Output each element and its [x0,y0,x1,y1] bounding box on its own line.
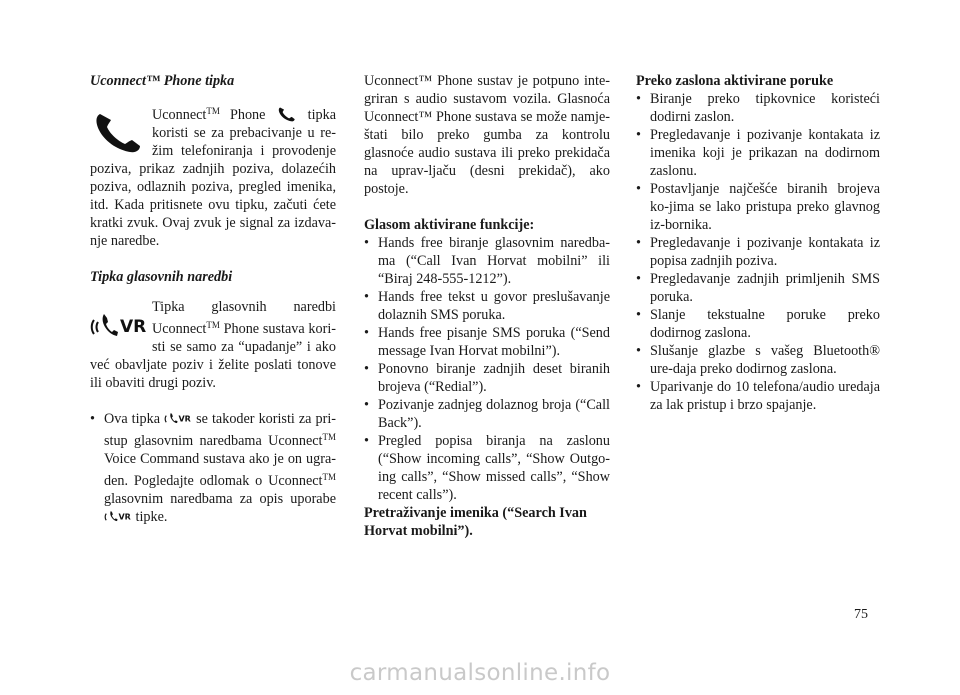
heading-voice-button: Tipka glasovnih naredbi [90,269,233,285]
column-left [90,72,336,526]
watermark: carmanualsonline.info [349,660,611,686]
list-item: • Ponovno biranje zadnjih deset biranih brojeva (“Redial”). [364,360,610,396]
voice-functions-list [364,234,610,504]
list-item: • Slušanje glazbe s vašeg Bluetooth® ure-daja preko dodirnog zaslona. [636,342,880,378]
heading-phone-button: Uconnect™ Phone tipka [90,73,235,89]
voice-command-vr-icon [90,308,148,342]
list-item: • Ova tipka VR se takoder koristi za pri-stup glasovnim naredbama Uconnect™ Voice Command sustava ako je on ugra-den. Pogledajte odlomak o Uconnect™ glasovnim naredbama za opis uporabe VR tipke. [90,410,336,526]
phone-handset-icon [276,106,298,122]
list-item: • Hands free tekst u govor preslušavanje dolaznih SMS poruka. [364,288,610,324]
list-item: • Pregledavanje i pozivanje kontakata iz popisa zadnjih poziva. [636,234,880,270]
heading-phonebook-search: Pretraživanje imenika (“Search Ivan Horvat mobilni”). [364,505,587,539]
list-item: • Uparivanje do 10 telefona/audio uredaja za lak pristup i brzo spajanje. [636,378,880,414]
list-item: • Pregledavanje zadnjih primljenih SMS poruka. [636,270,880,306]
list-item: • Biranje preko tipkovnice koristeći dodirni zaslon. [636,90,880,126]
phone-handset-icon [94,110,144,154]
list-item: • Pozivanje zadnjeg dolaznog broja (“Call Back”). [364,396,610,432]
list-item: • Slanje tekstualne poruke preko dodirnog zaslona. [636,306,880,342]
list-item: • Pregledavanje i pozivanje kontakata iz imenika koji je prikazan na dodirnom zaslonu. [636,126,880,180]
voice-icon-large-wrap [90,298,152,352]
touchscreen-functions-list [636,90,880,414]
heading-voice-functions: Glasom aktivirane funkcije: [364,217,535,233]
column-middle [364,72,610,540]
list-item: • Hands free pisanje SMS poruka (“Send message Ivan Horvat mobilni”). [364,324,610,360]
list-item: • Pregled popisa biranja na zaslonu (“Show incoming calls”, “Show Outgo-ing calls”, “Show missed calls”, “Show recent calls”). [364,432,610,504]
svg-text:VR: VR [118,512,131,522]
phone-icon-large-wrap [90,102,152,156]
uconnect-intro: Uconnect™ Phone sustav je potpuno inte-griran s audio sustavom vozila. Glasnoća Uconnect™ Phone sustava se može namje-štati bilo preko gumba za kontrolu glasnoće audio sustava ili preko prekidača na uprav-ljaču (desni prekidač), ako postoje. [364,73,610,197]
voice-command-vr-icon [164,410,192,426]
voice-command-vr-icon [104,508,132,524]
page-number: 75 [854,607,868,622]
svg-text:VR: VR [120,317,147,337]
list-item: • Hands free biranje glasovnim naredba-ma (“Call Ivan Horvat mobilni” ili “Biraj 248-555-1212”). [364,234,610,288]
voice-button-notes [90,410,336,526]
voice-button-description: Tipka glasovnih naredbi Uconnect™ Phone sustava kori-sti se samo za “upadanje” i ako već obavljate poziv i želite poslati tonove ili obaviti drugi poziv. [90,299,336,391]
list-item: • Postavljanje najčešće biranih brojeva ko-jima se lako pristupa preko glavnog iz-bornika. [636,180,880,234]
column-right [636,72,880,414]
svg-text:VR: VR [178,414,191,424]
phone-button-description: Uconnect™ Phone tipka koristi se za prebacivanje u re-žim telefoniranja i provodenje poziva, prikaz zadnjih poziva, dolazećih poziva, odlaznih poziva, pregled imenika, itd. Kada pritisnete ovu tipku, začuti ćete kratki zvuk. Ovaj zvuk je signal za izdava-nje naredbe. [90,106,336,249]
heading-touchscreen-functions: Preko zaslona aktivirane poruke [636,73,834,89]
